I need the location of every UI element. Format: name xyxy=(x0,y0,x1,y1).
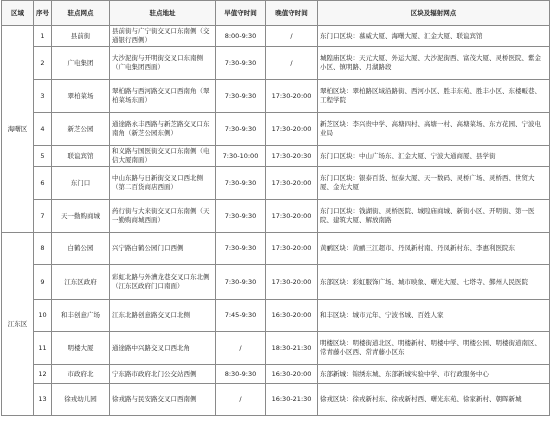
address-cell: 彩虹北路与外漕龙巷交叉口东北侧（江东区政府门口南面） xyxy=(110,265,216,300)
morning-time-cell: 8:00-9:30 xyxy=(216,26,266,47)
address-cell: 县前街与广宁街交叉口东南侧（交通银行西侧） xyxy=(110,26,216,47)
site-cell: 东门口 xyxy=(52,167,110,200)
area-cell xyxy=(318,300,550,332)
morning-time-cell: 7:30-9:30 xyxy=(216,233,266,265)
header-district: 区域 xyxy=(2,1,34,26)
district-cell: 江东区 xyxy=(2,233,34,416)
seq-cell: 5 xyxy=(34,146,52,167)
address-cell: 药行街与大来街交叉口东南侧（天一勤购商城西面） xyxy=(110,200,216,233)
address-cell: 大沙泥街与开明街交叉口东南侧（广电集团西面） xyxy=(110,47,216,80)
area-sites: 彩虹服饰广场、城市映象、曙光大厦、七塔寺、鄞州人民医院 xyxy=(352,277,528,286)
site-cell: 白鹤公园 xyxy=(52,233,110,265)
area-sites: 钱湖街、灵桥医院、城隍庙商城、新街小区、开明街、第一医院、建筑大厦、解放南路 xyxy=(320,207,535,224)
evening-time-cell: / xyxy=(266,47,318,80)
area-block-name: 东门口区块： xyxy=(320,174,359,182)
table-row xyxy=(2,384,550,416)
area-block-name: 徐戎区块： xyxy=(320,395,353,403)
morning-time-cell: / xyxy=(216,384,266,416)
site-cell: 徐戎幼儿园 xyxy=(52,384,110,416)
site-cell: 联谊宾馆 xyxy=(52,146,110,167)
address-cell: 宁东路市政府北门公交站西侧 xyxy=(110,365,216,384)
evening-time-cell: 17:30-20:00 xyxy=(266,80,318,113)
area-cell xyxy=(318,146,550,167)
header-evening: 晚值守时间 xyxy=(266,1,318,26)
header-morning: 早值守时间 xyxy=(216,1,266,26)
area-sites: 中山广场东、汇金大厦、宁波大通商厦、县学街 xyxy=(359,151,496,160)
area-block-name: 和丰区块： xyxy=(320,311,353,319)
area-block-name: 明楼区块： xyxy=(320,339,353,347)
site-cell: 江东区政府 xyxy=(52,265,110,300)
area-cell xyxy=(318,80,550,113)
area-block-name: 新芝区块： xyxy=(320,120,353,128)
site-cell: 和丰创意广场 xyxy=(52,300,110,332)
evening-time-cell: 17:30-20:00 xyxy=(266,113,318,146)
seq-cell: 9 xyxy=(34,265,52,300)
area-block-name: 黄鹂区块： xyxy=(320,244,353,252)
area-sites: 慕威大厦、海曙大厦、汇金大厦、联谊宾馆 xyxy=(359,31,483,40)
morning-time-cell: 7:30-9:30 xyxy=(216,200,266,233)
morning-time-cell: 7:30-10:00 xyxy=(216,146,266,167)
seq-cell: 6 xyxy=(34,167,52,200)
seq-cell: 7 xyxy=(34,200,52,233)
area-cell xyxy=(318,47,550,80)
table-row xyxy=(2,265,550,300)
area-cell xyxy=(318,26,550,47)
area-sites: 李兴贵中学、高塘四村、高塘一村、高塘菜场、东方花园、宁波电业局 xyxy=(320,120,541,137)
area-sites: 城市元年、宁波书城、百姓人家 xyxy=(352,311,444,319)
area-block-name: 翠柏区块： xyxy=(320,87,353,95)
area-cell xyxy=(318,167,550,200)
morning-time-cell: 7:30-9:30 xyxy=(216,265,266,300)
table-row xyxy=(2,113,550,146)
evening-time-cell: / xyxy=(266,26,318,47)
area-sites: 银泰百货、恒泰大厦、天一数码、灵桥广场、灵桥西、世贸大厦、金光大厦 xyxy=(320,174,535,191)
seq-cell: 3 xyxy=(34,80,52,113)
address-cell: 和义路与国医街交叉口东南侧（电信大厦南面） xyxy=(110,146,216,167)
morning-time-cell: 7:30-9:30 xyxy=(216,47,266,80)
schedule-table xyxy=(1,0,550,416)
area-sites: 明楼街道北区、明楼新村、明楼中学、明楼公园、明楼街道南区、常青藤小区西、常青藤小区东 xyxy=(320,339,541,356)
morning-time-cell: / xyxy=(216,332,266,365)
table-row xyxy=(2,167,550,200)
morning-time-cell: 7:30-9:30 xyxy=(216,80,266,113)
header-seq: 序号 xyxy=(34,1,52,26)
evening-time-cell: 16:30-20:00 xyxy=(266,300,318,332)
seq-cell: 12 xyxy=(34,365,52,384)
address-cell: 通途路中兴路交叉口西北角 xyxy=(110,332,216,365)
evening-time-cell: 17:30-20:30 xyxy=(266,146,318,167)
evening-time-cell: 16:30-21:30 xyxy=(266,384,318,416)
header-site: 驻点网点 xyxy=(52,1,110,26)
seq-cell: 13 xyxy=(34,384,52,416)
address-cell: 兴宁路白鹤公园门口西侧 xyxy=(110,233,216,265)
area-cell xyxy=(318,113,550,146)
area-cell xyxy=(318,332,550,365)
address-cell: 徐戎路与民安路交叉口西南侧 xyxy=(110,384,216,416)
header-area: 区块及辐射网点 xyxy=(318,1,550,26)
seq-cell: 8 xyxy=(34,233,52,265)
table-row xyxy=(2,300,550,332)
site-cell: 新芝公园 xyxy=(52,113,110,146)
area-block-name: 城隍庙区块： xyxy=(320,54,359,62)
table-row xyxy=(2,146,550,167)
table-row xyxy=(2,233,550,265)
evening-time-cell: 17:30-20:00 xyxy=(266,167,318,200)
seq-cell: 2 xyxy=(34,47,52,80)
table-row xyxy=(2,47,550,80)
site-cell: 明楼大厦 xyxy=(52,332,110,365)
address-cell: 通途路永丰西路与新芝路交叉口东南角（新芝公园东侧） xyxy=(110,113,216,146)
seq-cell: 11 xyxy=(34,332,52,365)
evening-time-cell: 17:30-20:00 xyxy=(266,233,318,265)
area-sites: 天元大厦、外运大厦、大沙泥街西、富茂大厦、灵桥医院、紫金小区、镇明路、月湖路段 xyxy=(320,54,541,71)
morning-time-cell: 7:30-9:30 xyxy=(216,167,266,200)
area-sites: 徐戎新村东、徐戎新村西、曙光东苑、徐家新村、朝晖新城 xyxy=(352,395,522,403)
table-row xyxy=(2,332,550,365)
seq-cell: 1 xyxy=(34,26,52,47)
address-cell: 翠柏路与西河路交叉口西南角（翠柏菜场东面） xyxy=(110,80,216,113)
morning-time-cell: 8:30-9:30 xyxy=(216,365,266,384)
area-sites: 黄鹂三江超市、丹凤新村南、丹凤新村东、李惠利医院东 xyxy=(352,244,515,252)
area-block-name: 东部新城： xyxy=(320,369,353,378)
site-cell: 翠柏菜场 xyxy=(52,80,110,113)
morning-time-cell: 7:45-9:30 xyxy=(216,300,266,332)
site-cell: 县前街 xyxy=(52,26,110,47)
area-cell xyxy=(318,233,550,265)
area-block-name: 东部区块： xyxy=(320,277,353,286)
area-cell xyxy=(318,384,550,416)
area-cell xyxy=(318,365,550,384)
site-cell: 广电集团 xyxy=(52,47,110,80)
evening-time-cell: 18:30-21:30 xyxy=(266,332,318,365)
area-cell xyxy=(318,200,550,233)
area-sites: 锦绣东城、东部新城实验中学、市行政服务中心 xyxy=(352,369,489,378)
area-sites: 翠柏路区域沿路街、西河小区、胜丰东苑、胜丰小区、东楼畈巷、工程学院 xyxy=(320,87,541,104)
morning-time-cell: 7:30-9:30 xyxy=(216,113,266,146)
area-block-name: 东门口区块： xyxy=(320,31,359,40)
table-row xyxy=(2,80,550,113)
address-cell: 江东北路创意路交叉口北侧 xyxy=(110,300,216,332)
district-cell: 海曙区 xyxy=(2,26,34,233)
site-cell: 天一勤购商城 xyxy=(52,200,110,233)
area-cell xyxy=(318,265,550,300)
area-block-name: 东门口区块： xyxy=(320,207,359,215)
evening-time-cell: 17:30-20:00 xyxy=(266,200,318,233)
area-block-name: 东门口区块： xyxy=(320,151,359,160)
seq-cell: 10 xyxy=(34,300,52,332)
seq-cell: 4 xyxy=(34,113,52,146)
table-row xyxy=(2,365,550,384)
header-address: 驻点地址 xyxy=(110,1,216,26)
evening-time-cell: 17:30-20:00 xyxy=(266,265,318,300)
header-row xyxy=(2,1,550,26)
site-cell: 市政府北 xyxy=(52,365,110,384)
address-cell: 中山东路与日新街交叉口西北侧（第二百货商店西面） xyxy=(110,167,216,200)
table-row xyxy=(2,26,550,47)
table-row xyxy=(2,200,550,233)
evening-time-cell: 16:30-20:00 xyxy=(266,365,318,384)
